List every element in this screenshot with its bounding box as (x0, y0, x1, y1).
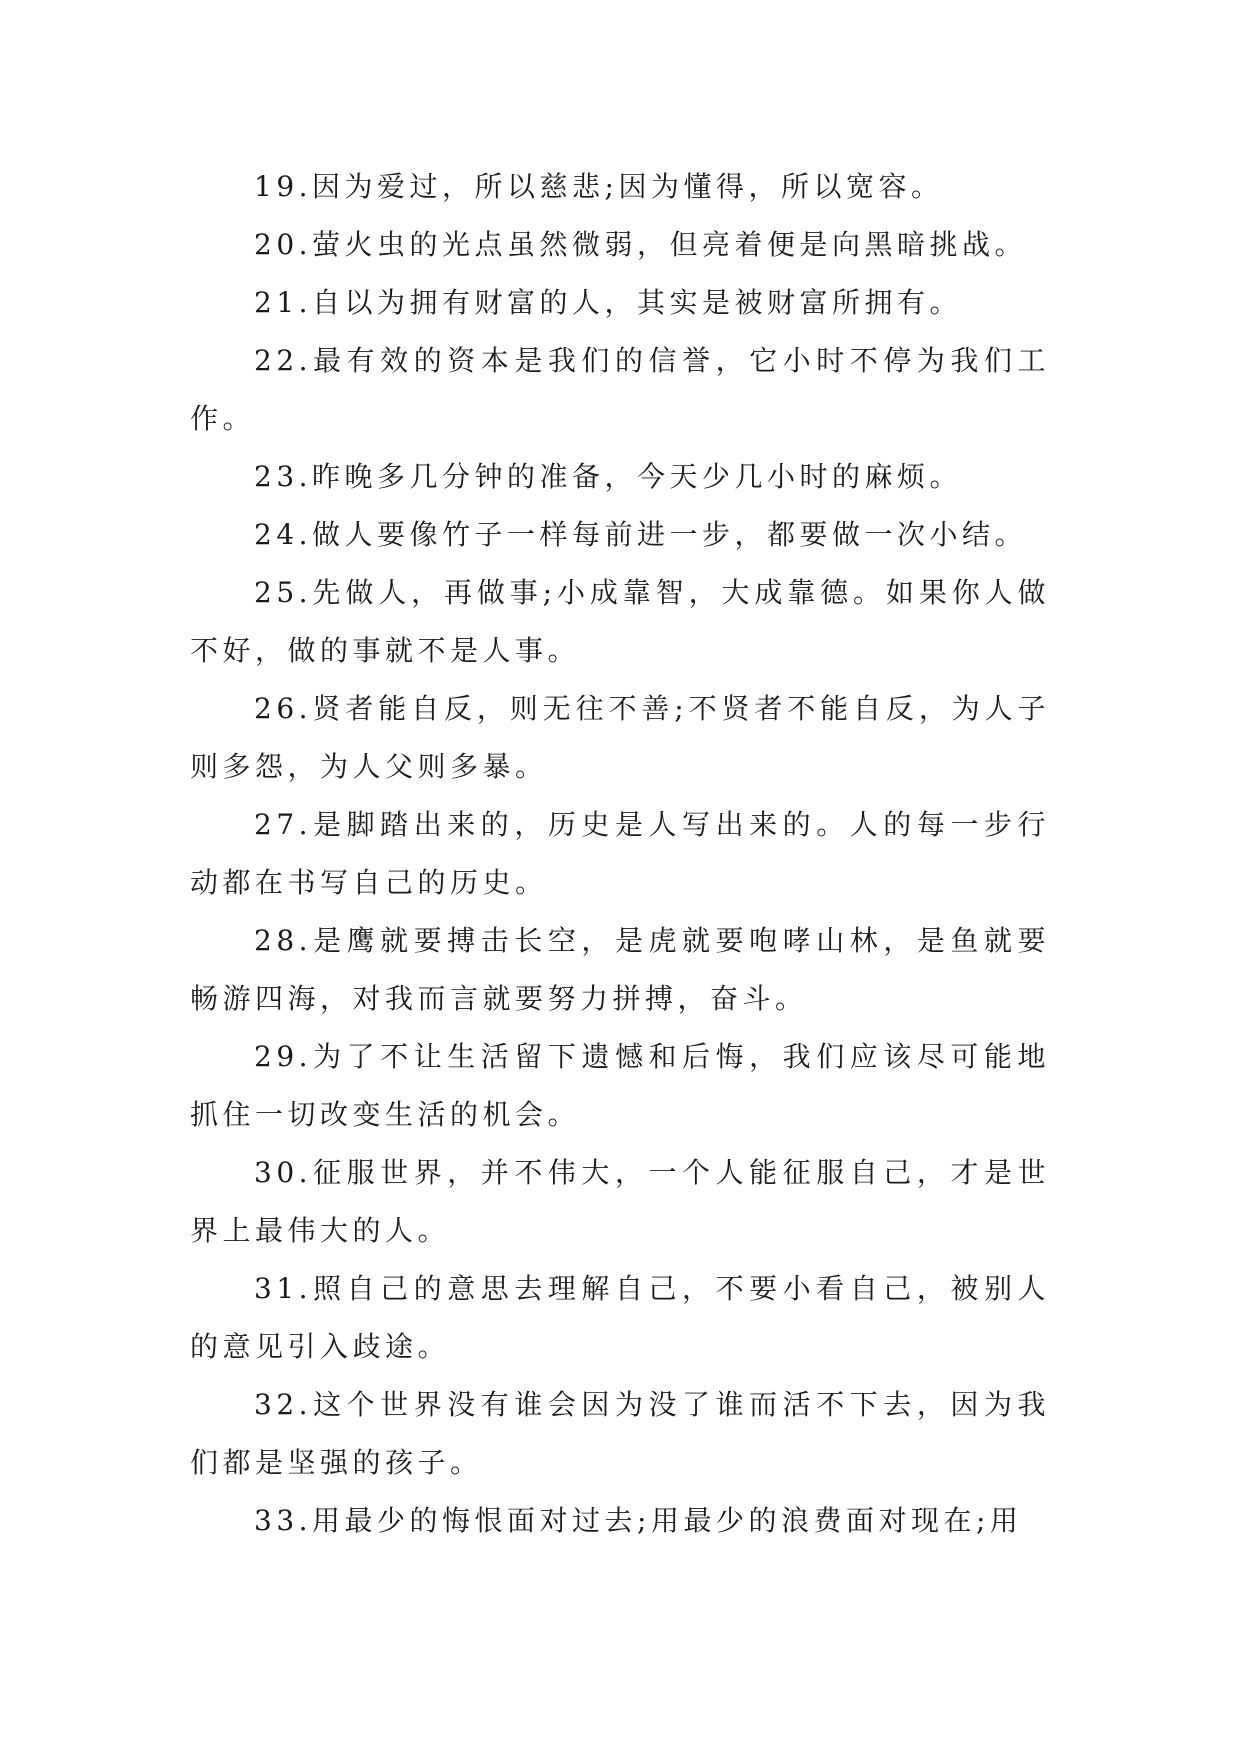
quote-paragraph-24: 24.做人要像竹子一样每前进一步，都要做一次小结。 (254, 518, 1028, 551)
quote-paragraph-26: 26.贤者能自反，则无往不善;不贤者不能自反，为人子则多怨，为人父则多暴。 (190, 692, 1050, 783)
quote-paragraph-25: 25.先做人，再做事;小成靠智，大成靠德。如果你人做不好，做的事就不是人事。 (190, 576, 1050, 667)
quote-paragraph-30: 30.征服世界，并不伟大，一个人能征服自己，才是世界上最伟大的人。 (190, 1156, 1050, 1247)
quote-paragraph-19: 19.因为爱过，所以慈悲;因为懂得，所以宽容。 (254, 170, 944, 203)
quote-paragraph-23: 23.昨晚多几分钟的准备，今天少几小时的麻烦。 (254, 460, 963, 493)
document-body (190, 158, 1050, 1550)
quote-paragraph-31: 31.照自己的意思去理解自己，不要小看自己，被别人的意见引入歧途。 (190, 1272, 1050, 1363)
quote-paragraph-28: 28.是鹰就要搏击长空，是虎就要咆哮山林，是鱼就要畅游四海，对我而言就要努力拼搏，奋斗。 (190, 924, 1050, 1015)
quote-paragraph-29: 29.为了不让生活留下遗憾和后悔，我们应该尽可能地抓住一切改变生活的机会。 (190, 1040, 1050, 1131)
quote-paragraph-32: 32.这个世界没有谁会因为没了谁而活不下去，因为我们都是坚强的孩子。 (190, 1388, 1050, 1479)
quote-paragraph-22: 22.最有效的资本是我们的信誉，它小时不停为我们工作。 (190, 344, 1050, 435)
quote-paragraph-21: 21.自以为拥有财富的人，其实是被财富所拥有。 (254, 286, 963, 319)
quote-paragraph-20: 20.萤火虫的光点虽然微弱，但亮着便是向黑暗挑战。 (254, 228, 1028, 261)
quote-paragraph-27: 27.是脚踏出来的，历史是人写出来的。人的每一步行动都在书写自己的历史。 (190, 808, 1050, 899)
quote-paragraph-33: 33.用最少的悔恨面对过去;用最少的浪费面对现在;用 (254, 1504, 1023, 1537)
